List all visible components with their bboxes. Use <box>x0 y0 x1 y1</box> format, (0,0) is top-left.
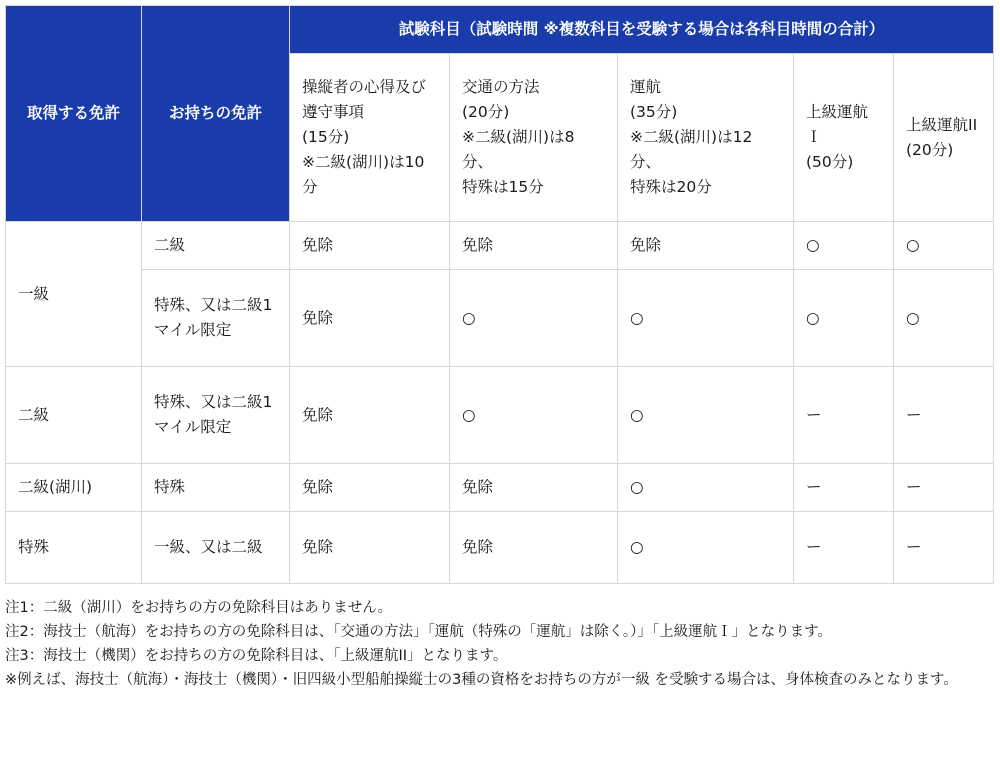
license-to-get-cell: 特殊 <box>6 512 142 584</box>
subject-cell: 免除 <box>290 367 450 464</box>
license-held-cell: 特殊、又は二級1マイル限定 <box>142 367 290 464</box>
subject-cell: ○ <box>618 512 794 584</box>
table-row <box>6 512 994 584</box>
subject-cell: ○ <box>894 222 994 270</box>
subject-cell: ○ <box>618 367 794 464</box>
subject-header-2: 交通の方法 (20分) ※二級(湖川)は8分、 特殊は15分 <box>450 54 618 222</box>
subject-cell: 免除 <box>290 464 450 512</box>
subject-cell: ー <box>894 512 994 584</box>
subject-cell: ー <box>794 512 894 584</box>
table-notes <box>5 596 990 692</box>
subject-cell: 免除 <box>290 512 450 584</box>
subject-cell: 免除 <box>450 512 618 584</box>
table-row <box>6 270 994 367</box>
exam-table-container <box>5 5 993 584</box>
subject-cell: ー <box>894 464 994 512</box>
note-3: 注3：海技士（機関）をお持ちの方の免除科目は、「上級運航II」となります。 <box>5 648 508 664</box>
header-license-held: お持ちの免許 <box>142 6 290 222</box>
subject-cell: ー <box>794 367 894 464</box>
license-to-get-cell: 二級 <box>6 367 142 464</box>
license-held-cell: 一級、又は二級 <box>142 512 290 584</box>
note-example: ※例えば、海技士（航海）・海技士（機関）・旧四級小型船舶操縦士の3種の資格をお持ちの方が一級 を受験する場合は、身体検査のみとなります。 <box>5 672 958 688</box>
license-held-cell: 特殊 <box>142 464 290 512</box>
note-1: 注1：二級（湖川）をお持ちの方の免除科目はありません。 <box>5 600 393 616</box>
subject-header-3: 運航 (35分) ※二級(湖川)は12分、 特殊は20分 <box>618 54 794 222</box>
subject-header-5: 上級運航II (20分) <box>894 54 994 222</box>
header-exam-subjects-group: 試験科目（試験時間 ※複数科目を受験する場合は各科目時間の合計） <box>290 6 994 54</box>
table-row <box>6 222 994 270</box>
subject-cell: ー <box>794 464 894 512</box>
subject-cell: ○ <box>794 222 894 270</box>
subject-cell: ー <box>894 367 994 464</box>
table-row <box>6 464 994 512</box>
subject-cell: 免除 <box>450 464 618 512</box>
subject-cell: ○ <box>794 270 894 367</box>
subject-cell: 免除 <box>290 270 450 367</box>
subject-cell: 免除 <box>618 222 794 270</box>
subject-cell: 免除 <box>450 222 618 270</box>
subject-header-4: 上級運航Ｉ (50分) <box>794 54 894 222</box>
header-license-to-get: 取得する免許 <box>6 6 142 222</box>
license-held-cell: 二級 <box>142 222 290 270</box>
subject-cell: ○ <box>894 270 994 367</box>
subject-cell: ○ <box>618 270 794 367</box>
exam-subject-table <box>5 5 994 584</box>
subject-cell: ○ <box>450 367 618 464</box>
note-2: 注2：海技士（航海）をお持ちの方の免除科目は、「交通の方法」「運航（特殊の「運航」は除く。）」「上級運航Ｉ」となります。 <box>5 624 833 640</box>
table-row <box>6 367 994 464</box>
subject-cell: 免除 <box>290 222 450 270</box>
subject-header-1: 操縦者の心得及び 遵守事項 (15分) ※二級(湖川)は10分 <box>290 54 450 222</box>
license-to-get-cell: 一級 <box>6 222 142 367</box>
license-to-get-cell: 二級(湖川) <box>6 464 142 512</box>
license-held-cell: 特殊、又は二級1マイル限定 <box>142 270 290 367</box>
subject-cell: ○ <box>450 270 618 367</box>
header-row <box>6 6 994 54</box>
subject-cell: ○ <box>618 464 794 512</box>
